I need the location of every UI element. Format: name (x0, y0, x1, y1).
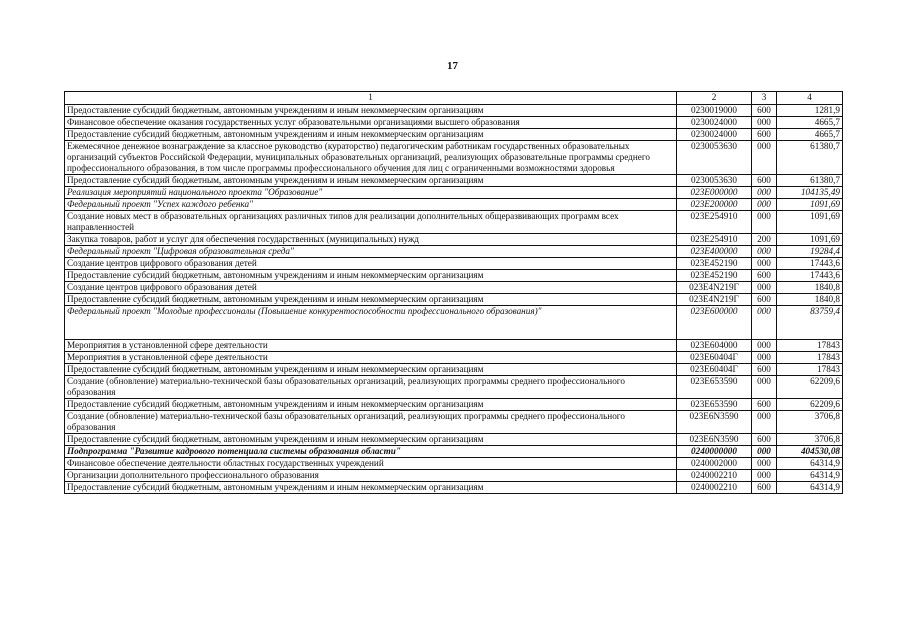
table-row (65, 306, 843, 340)
table-row (65, 411, 843, 434)
table-row (65, 175, 843, 187)
row-code: 023E4N219Г (677, 294, 752, 306)
row-type: 000 (752, 306, 777, 340)
row-type: 000 (752, 446, 777, 458)
row-type: 000 (752, 258, 777, 270)
row-code: 023E653590 (677, 399, 752, 411)
row-type: 000 (752, 376, 777, 399)
row-code: 0230024000 (677, 117, 752, 129)
row-code: 023E452190 (677, 270, 752, 282)
table-row (65, 105, 843, 117)
row-name: Предоставление субсидий бюджетным, автономным учреждениям и иным некоммерческим организациям (65, 270, 677, 282)
row-type: 600 (752, 482, 777, 494)
table-row (65, 141, 843, 175)
row-amount: 61380,7 (777, 175, 843, 187)
header-col-3: 3 (752, 92, 777, 105)
row-code: 023E60404Г (677, 364, 752, 376)
row-type: 600 (752, 129, 777, 141)
row-code: 0230019000 (677, 105, 752, 117)
row-amount: 1091,69 (777, 234, 843, 246)
row-name: Создание центров цифрового образования детей (65, 258, 677, 270)
budget-table (64, 91, 843, 494)
row-name: Создание (обновление) материально-технической базы образовательных организаций, реализующих программы среднего профессионального образования (65, 411, 677, 434)
row-name: Создание новых мест в образовательных организациях различных типов для реализации дополнительных общеразвивающих программ всех направленностей (65, 211, 677, 234)
row-code: 0240002210 (677, 482, 752, 494)
row-amount: 19284,4 (777, 246, 843, 258)
header-col-1: 1 (65, 92, 677, 105)
header-col-2: 2 (677, 92, 752, 105)
row-name: Реализация мероприятий национального проекта "Образование" (65, 187, 677, 199)
row-type: 000 (752, 340, 777, 352)
table-row (65, 470, 843, 482)
row-type: 000 (752, 352, 777, 364)
table-row (65, 376, 843, 399)
row-type: 600 (752, 294, 777, 306)
table-row (65, 129, 843, 141)
row-type: 000 (752, 282, 777, 294)
row-amount: 64314,9 (777, 458, 843, 470)
row-type: 000 (752, 246, 777, 258)
row-amount: 1091,69 (777, 199, 843, 211)
row-code: 023E254910 (677, 211, 752, 234)
table-row (65, 234, 843, 246)
row-type: 600 (752, 364, 777, 376)
row-name: Создание (обновление) материально-технической базы образовательных организаций, реализующих программы среднего профессионального образования (65, 376, 677, 399)
row-name: Мероприятия в установленной сфере деятельности (65, 340, 677, 352)
row-type: 600 (752, 175, 777, 187)
row-code: 023E200000 (677, 199, 752, 211)
row-type: 000 (752, 141, 777, 175)
header-col-4: 4 (777, 92, 843, 105)
row-code: 0240002210 (677, 470, 752, 482)
row-type: 000 (752, 458, 777, 470)
row-type: 600 (752, 399, 777, 411)
table-body (65, 105, 843, 494)
row-amount: 1281,9 (777, 105, 843, 117)
row-type: 600 (752, 434, 777, 446)
row-name: Предоставление субсидий бюджетным, автономным учреждениям и иным некоммерческим организациям (65, 175, 677, 187)
page-number: 17 (447, 60, 458, 72)
row-type: 000 (752, 411, 777, 434)
table-row (65, 199, 843, 211)
row-code: 023E000000 (677, 187, 752, 199)
table-row (65, 282, 843, 294)
row-name: Финансовое обеспечение деятельности областных государственных учреждений (65, 458, 677, 470)
row-code: 023E400000 (677, 246, 752, 258)
row-type: 000 (752, 470, 777, 482)
row-code: 023E6N3590 (677, 434, 752, 446)
row-code: 023E60404Г (677, 352, 752, 364)
row-name: Предоставление субсидий бюджетным, автономным учреждениям и иным некоммерческим организациям (65, 364, 677, 376)
table-row (65, 270, 843, 282)
row-name: Федеральный проект "Цифровая образовательная среда" (65, 246, 677, 258)
table-row (65, 187, 843, 199)
row-amount: 404530,08 (777, 446, 843, 458)
table-row (65, 352, 843, 364)
table-row (65, 364, 843, 376)
row-code: 023E254910 (677, 234, 752, 246)
row-name: Создание центров цифрового образования детей (65, 282, 677, 294)
table-row (65, 434, 843, 446)
row-code: 023E653590 (677, 376, 752, 399)
row-amount: 4665,7 (777, 129, 843, 141)
row-name: Предоставление субсидий бюджетным, автономным учреждениям и иным некоммерческим организациям (65, 482, 677, 494)
table-row (65, 294, 843, 306)
row-name: Подпрограмма "Развитие кадрового потенциала системы образования области" (65, 446, 677, 458)
row-name: Финансовое обеспечение оказания государственных услуг образовательными организациями высшего образования (65, 117, 677, 129)
row-amount: 64314,9 (777, 470, 843, 482)
row-code: 0240002000 (677, 458, 752, 470)
row-type: 000 (752, 187, 777, 199)
row-name: Предоставление субсидий бюджетным, автономным учреждениям и иным некоммерческим организациям (65, 129, 677, 141)
row-type: 200 (752, 234, 777, 246)
row-code: 023E6N3590 (677, 411, 752, 434)
row-type: 000 (752, 117, 777, 129)
row-amount: 1840,8 (777, 294, 843, 306)
table-row (65, 340, 843, 352)
row-code: 0230024000 (677, 129, 752, 141)
row-amount: 62209,6 (777, 399, 843, 411)
row-amount: 17443,6 (777, 270, 843, 282)
row-code: 0230053630 (677, 175, 752, 187)
row-code: 023E4N219Г (677, 282, 752, 294)
row-amount: 1091,69 (777, 211, 843, 234)
row-type: 000 (752, 211, 777, 234)
row-type: 600 (752, 270, 777, 282)
row-amount: 61380,7 (777, 141, 843, 175)
row-name: Предоставление субсидий бюджетным, автономным учреждениям и иным некоммерческим организациям (65, 294, 677, 306)
table-row (65, 446, 843, 458)
table-row (65, 117, 843, 129)
row-name: Предоставление субсидий бюджетным, автономным учреждениям и иным некоммерческим организациям (65, 399, 677, 411)
row-name: Предоставление субсидий бюджетным, автономным учреждениям и иным некоммерческим организациям (65, 434, 677, 446)
row-name: Предоставление субсидий бюджетным, автономным учреждениям и иным некоммерческим организациям (65, 105, 677, 117)
row-amount: 62209,6 (777, 376, 843, 399)
table-row (65, 482, 843, 494)
row-amount: 4665,7 (777, 117, 843, 129)
row-code: 023E452190 (677, 258, 752, 270)
row-code: 0240000000 (677, 446, 752, 458)
row-name: Закупка товаров, работ и услуг для обеспечения государственных (муниципальных) нужд (65, 234, 677, 246)
table-row (65, 258, 843, 270)
row-amount: 104135,49 (777, 187, 843, 199)
row-name: Ежемесячное денежное вознаграждение за классное руководство (кураторство) педагогическим работникам государственных образовательных организаций субъектов Российской Федерации, муниципальных образовательных организаций, реализующих образовательные программы среднего профессионального образования, в том числе программы профессионального обучения для лиц с ограниченными возможностями здоровья (65, 141, 677, 175)
row-amount: 17843 (777, 352, 843, 364)
row-amount: 17843 (777, 340, 843, 352)
row-name: Мероприятия в установленной сфере деятельности (65, 352, 677, 364)
table-row (65, 211, 843, 234)
row-amount: 17843 (777, 364, 843, 376)
row-amount: 1840,8 (777, 282, 843, 294)
row-amount: 3706,8 (777, 434, 843, 446)
row-type: 600 (752, 105, 777, 117)
row-name: Организации дополнительного профессионального образования (65, 470, 677, 482)
row-amount: 83759,4 (777, 306, 843, 340)
row-code: 023E600000 (677, 306, 752, 340)
table-row (65, 246, 843, 258)
table-header-row (65, 92, 843, 105)
row-amount: 64314,9 (777, 482, 843, 494)
row-amount: 3706,8 (777, 411, 843, 434)
row-name: Федеральный проект "Успех каждого ребенка" (65, 199, 677, 211)
row-amount: 17443,6 (777, 258, 843, 270)
row-code: 023E604000 (677, 340, 752, 352)
row-name: Федеральный проект "Молодые профессионалы (Повышение конкурентоспособности профессионального образования)" (65, 306, 677, 340)
table-row (65, 458, 843, 470)
row-type: 000 (752, 199, 777, 211)
table-row (65, 399, 843, 411)
row-code: 0230053630 (677, 141, 752, 175)
